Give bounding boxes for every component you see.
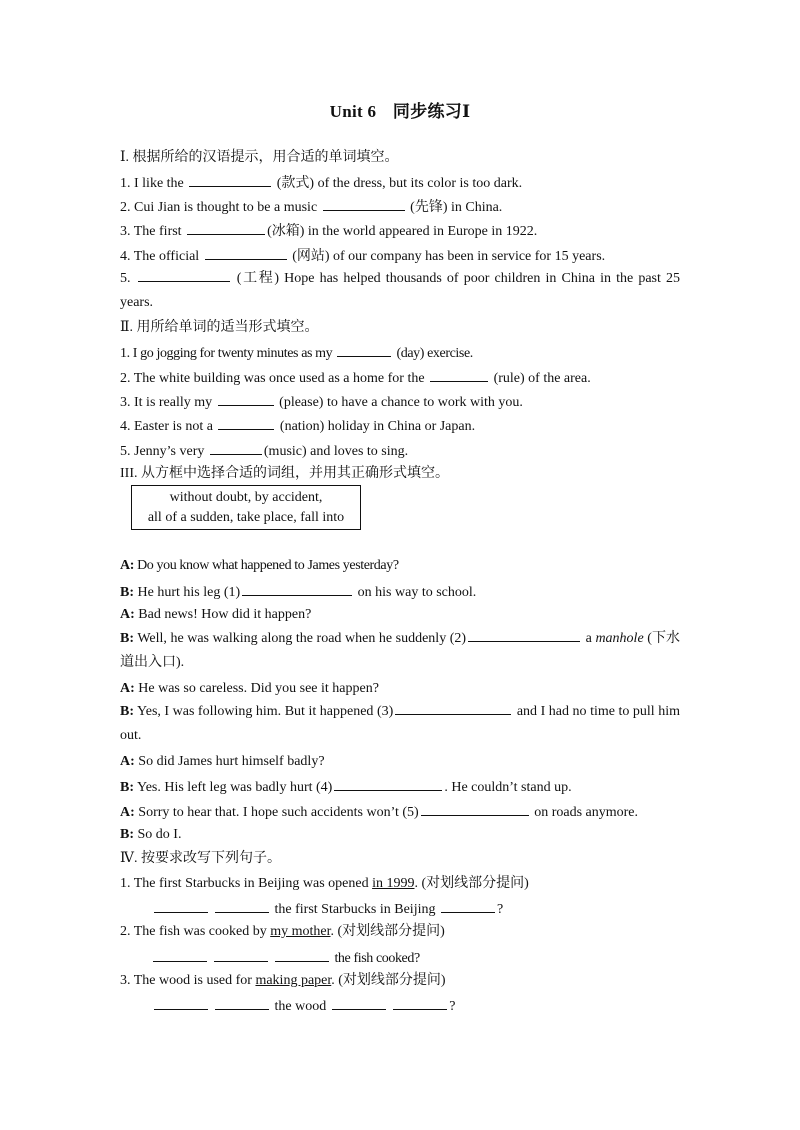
answer-blank[interactable]: [138, 267, 230, 282]
s2-question-2: [120, 367, 680, 389]
dialogue-line-9: [120, 801, 680, 823]
answer-blank[interactable]: [210, 440, 262, 455]
answer-blank[interactable]: [218, 391, 274, 406]
s2-q4-text-after: (nation) holiday in China or Japan.: [279, 419, 476, 434]
s2-question-4: [120, 415, 680, 437]
s4-answer-1: [120, 898, 680, 920]
s4-q1-instruction: . (对划线部分提问): [414, 876, 529, 891]
s1-q5-text: 5.: [120, 271, 131, 286]
dialogue-text: Bad news! How did it happen?: [138, 607, 312, 622]
answer-blank[interactable]: [332, 995, 386, 1010]
s1-q5-text-after: (工程) Hope has helped thousands of poor children in China in the past 25 years.: [120, 271, 681, 310]
speaker-a-label: A:: [120, 681, 135, 696]
s2-q5-text-after: (music) and loves to sing.: [263, 444, 409, 459]
answer-blank[interactable]: [153, 947, 207, 962]
s4-q2-instruction: . (对划线部分提问): [330, 924, 445, 939]
s4-answer-3: [120, 995, 680, 1017]
answer-blank[interactable]: [334, 776, 442, 791]
section-1-heading: Ⅰ. 根据所给的汉语提示，用合适的单词填空。: [120, 150, 399, 165]
speaker-b-label: B:: [120, 585, 134, 600]
s4-answer-2: [120, 947, 680, 969]
speaker-a-label: A:: [120, 805, 135, 820]
s2-q3-text-after: (please) to have a chance to work with you.: [279, 395, 523, 410]
answer-blank[interactable]: [218, 415, 274, 430]
answer-blank[interactable]: [393, 995, 447, 1010]
s1-q4-text-after: (网站) of our company has been in service for 15 years.: [292, 249, 606, 264]
dialogue-line-6: [120, 700, 680, 748]
s1-q2-text-after: (先锋) in China.: [410, 200, 503, 215]
dialogue-text: So do I.: [137, 827, 182, 842]
answer-blank[interactable]: [242, 581, 352, 596]
answer-blank[interactable]: [215, 898, 269, 913]
s2-question-5: [120, 440, 680, 462]
s4-a1-text: the first Starbucks in Beijing: [274, 902, 436, 917]
dialogue-text: Sorry to hear that. I hope such accidents won’t (5): [138, 805, 419, 820]
dialogue-text-after: . He couldn’t stand up.: [444, 780, 572, 795]
answer-blank[interactable]: [154, 995, 208, 1010]
speaker-a-label: A:: [120, 607, 135, 622]
dialogue-line-7: [120, 752, 680, 772]
answer-blank[interactable]: [214, 947, 268, 962]
s2-question-3: [120, 391, 680, 413]
s4-q2-text: 2. The fish was cooked by: [120, 924, 267, 939]
question-mark: ?: [449, 999, 456, 1014]
section-2-heading: Ⅱ. 用所给单词的适当形式填空。: [120, 320, 319, 335]
question-mark: ?: [496, 902, 504, 917]
s1-q4-text: 4. The official: [120, 249, 200, 264]
s4-question-1: [120, 874, 680, 894]
s2-q1-text: 1. I go jogging for twenty minutes as my: [120, 346, 333, 361]
title-subtitle: 同步练习Ⅰ: [392, 102, 471, 121]
unit-label: Unit 6: [329, 102, 377, 121]
dialogue-text: He hurt his leg (1): [137, 585, 241, 600]
dialogue-line-4: [120, 627, 680, 675]
s4-a3-text: the wood: [274, 999, 327, 1014]
answer-blank[interactable]: [154, 898, 208, 913]
section-4-heading: Ⅳ. 按要求改写下列句子。: [120, 851, 281, 866]
underlined-part: making paper: [255, 973, 332, 988]
speaker-a-label: A:: [120, 754, 135, 769]
s1-q3-text: 3. The first: [120, 224, 182, 239]
s2-q4-text: 4. Easter is not a: [120, 419, 213, 434]
s2-question-1: [120, 342, 680, 364]
s4-q1-text: 1. The first Starbucks in Beijing was opened: [120, 876, 369, 891]
answer-blank[interactable]: [215, 995, 269, 1010]
dialogue-text: Yes. His left leg was badly hurt (4): [136, 780, 333, 795]
answer-blank[interactable]: [468, 627, 580, 642]
dialogue-line-10: [120, 825, 680, 845]
s1-q2-text: 2. Cui Jian is thought to be a music: [120, 200, 318, 215]
answer-blank[interactable]: [337, 342, 391, 357]
s4-question-2: [120, 922, 680, 942]
answer-blank[interactable]: [430, 367, 488, 382]
answer-blank[interactable]: [275, 947, 329, 962]
section-3-heading: III. 从方框中选择合适的词组，并用其正确形式填空。: [120, 466, 449, 481]
dialogue-line-2: [120, 581, 680, 603]
answer-blank[interactable]: [421, 801, 529, 816]
underlined-part: my mother: [270, 924, 331, 939]
answer-blank[interactable]: [189, 172, 271, 187]
dialogue-text: Yes, I was following him. But it happened (3): [137, 704, 394, 719]
s2-q3-text: 3. It is really my: [120, 395, 213, 410]
dialogue-line-5: [120, 679, 680, 699]
s1-q1-text: 1. I like the: [120, 176, 184, 191]
dialogue-text-after: on roads anymore.: [534, 805, 639, 820]
answer-blank[interactable]: [441, 898, 495, 913]
s1-q3-text-after: (冰箱) in the world appeared in Europe in 1922.: [267, 224, 538, 239]
answer-blank[interactable]: [395, 700, 511, 715]
speaker-b-label: B:: [120, 780, 134, 795]
s4-a2-text: the fish cooked?: [334, 951, 420, 966]
s4-q3-text: 3. The wood is used for: [120, 973, 252, 988]
speaker-a-label: A:: [120, 558, 134, 573]
s1-question-1: [120, 172, 680, 194]
page-title: [0, 97, 800, 122]
s1-q1-text-after: (款式) of the dress, but its color is too dark.: [276, 176, 523, 191]
dialogue-text: He was so careless. Did you see it happen?: [138, 681, 379, 696]
s1-question-2: [120, 196, 680, 218]
s2-q2-text: 2. The white building was once used as a home for the: [120, 371, 425, 386]
speaker-b-label: B:: [120, 704, 134, 719]
dialogue-text-after: and I had no time to pull him out.: [120, 704, 681, 743]
dialogue-text: So did James hurt himself badly?: [138, 754, 325, 769]
s1-question-4: [120, 245, 680, 267]
word-bank-line-1: without doubt, by accident,: [169, 490, 323, 505]
dialogue-text: a: [585, 631, 592, 646]
dialogue-line-3: [120, 605, 680, 625]
dialogue-text-after: on his way to school.: [357, 585, 477, 600]
dialogue-text: Do you know what happened to James yesterday?: [137, 558, 399, 573]
s2-q5-text: 5. Jenny’s very: [120, 444, 205, 459]
answer-blank[interactable]: [187, 220, 265, 235]
answer-blank[interactable]: [323, 196, 405, 211]
speaker-b-label: B:: [120, 631, 134, 646]
dialogue-italic-word: manhole: [595, 631, 644, 646]
underlined-part: in 1999: [372, 876, 415, 891]
dialogue-line-1: [120, 556, 680, 576]
s4-question-3: [120, 971, 680, 991]
s2-q2-text-after: (rule) of the area.: [493, 371, 591, 386]
dialogue-text-after: (下水道出入口).: [120, 631, 680, 670]
s1-question-3: [120, 220, 680, 242]
dialogue-line-8: [120, 776, 680, 798]
s1-question-5: [120, 267, 680, 315]
answer-blank[interactable]: [205, 245, 287, 260]
dialogue-text: Well, he was walking along the road when he suddenly (2): [137, 631, 467, 646]
speaker-b-label: B:: [120, 827, 134, 842]
s4-q3-instruction: . (对划线部分提问): [331, 973, 446, 988]
word-bank-box: [131, 485, 361, 530]
s2-q1-text-after: (day) exercise.: [396, 346, 473, 361]
word-bank-line-2: all of a sudden, take place, fall into: [147, 510, 345, 525]
